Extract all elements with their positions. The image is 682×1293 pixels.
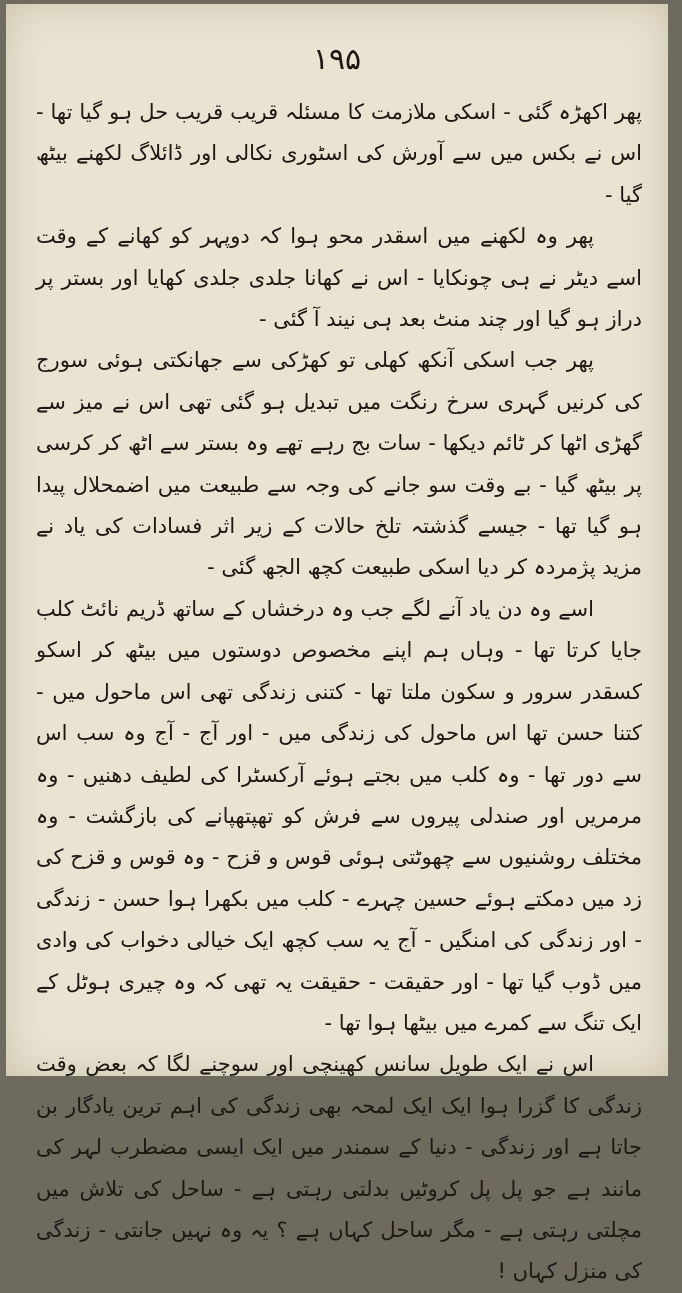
paragraph-2: پھر وہ لکھنے میں اسقدر محو ہوا کہ دوپہر کو کھانے کے وقت اسے دیٹر نے ہی چونکایا - اس نے کھانا جلدی جلدی کھایا اور بستر پر دراز ہو گیا اور چند منٹ بعد ہی نیند آ گئی - (36, 224, 642, 332)
paragraph-5: اس نے ایک طویل سانس کھینچی اور سوچنے لگا کہ بعض وقت زندگی کا گزرا ہوا ایک ایک لمحہ بھی زندگی کی اہم ترین یادگار بن جاتا ہے اور زندگی - دنیا کے سمندر میں ایک ایسی مضطرب لہر کی مانند ہے جو پل پل کروٹیں بدلتی رہتی ہے - ساحل کی تلاش میں مچلتی رہتی ہے - مگر ساحل کہاں ہے ؟ یہ وہ نہیں جانتی - زندگی کی منزل کہاں ! (36, 1052, 642, 1284)
paragraph-3: پھر جب اسکی آنکھ کھلی تو کھڑکی سے جھانکتی ہوئی سورج کی کرنیں گہری سرخ رنگت میں تبدیل ہو گئی تھی اس نے میز سے گھڑی اٹھا کر ٹائم دیکھا - سات بج رہے تھے وہ بستر سے اٹھ کر کرسی پر بیٹھ گیا - بے وقت سو جانے کی وجہ سے طبیعت میں اضمحلال پیدا ہو گیا تھا - جیسے گذشتہ تلخ حالات کے زیر اثر فسادات کی یاد نے مزید پژمردہ کر دیا اسکی طبیعت کچھ الجھ گئی - (36, 348, 642, 580)
paragraph-1: پھر اکھڑہ گئی - اسکی ملازمت کا مسئلہ قریب قریب حل ہو گیا تھا - اس نے بکس میں سے آورش کی اسٹوری نکالی اور ڈائلاگ لکھنے بیٹھ گیا - (36, 100, 642, 207)
book-page (6, 4, 668, 1284)
paragraph-4: اسے وہ دن یاد آنے لگے جب وہ درخشاں کے ساتھ ڈریم نائٹ کلب جایا کرتا تھا - وہاں ہم اپنے مخصوص دوستوں میں بیٹھ کر اسکو کسقدر سرور و سکون ملتا تھا - کتنی زندگی تھی اس ماحول میں - کتنا حسن تھا اس ماحول کی زندگی میں - اور آج - آج وہ سب اس سے دور تھا - وہ کلب میں بجتے ہوئے آرکسٹرا کی لطیف دھنیں - وہ مرمریں اور صندلی پیروں سے فرش کو تھپتھپانے کی بازگشت - وہ مختلف روشنیوں سے چھوٹتی ہوئی قوس و قزح - وہ قوس و قزح کی زد میں دمکتے ہوئے حسین چہرے - کلب میں بکھرا ہوا حسن - زندگی - اور زندگی کی امنگیں - آج یہ سب کچھ ایک خیالی دخواب کی وادی میں ڈوب گیا تھا - اور حقیقت - حقیقت یہ تھی کہ وہ چیری ہوٹل کے ایک تنگ سے کمرے میں بیٹھا ہوا تھا - (36, 596, 642, 1035)
page-number: ۱۹۵ (312, 42, 362, 77)
page-text (36, 92, 642, 1293)
